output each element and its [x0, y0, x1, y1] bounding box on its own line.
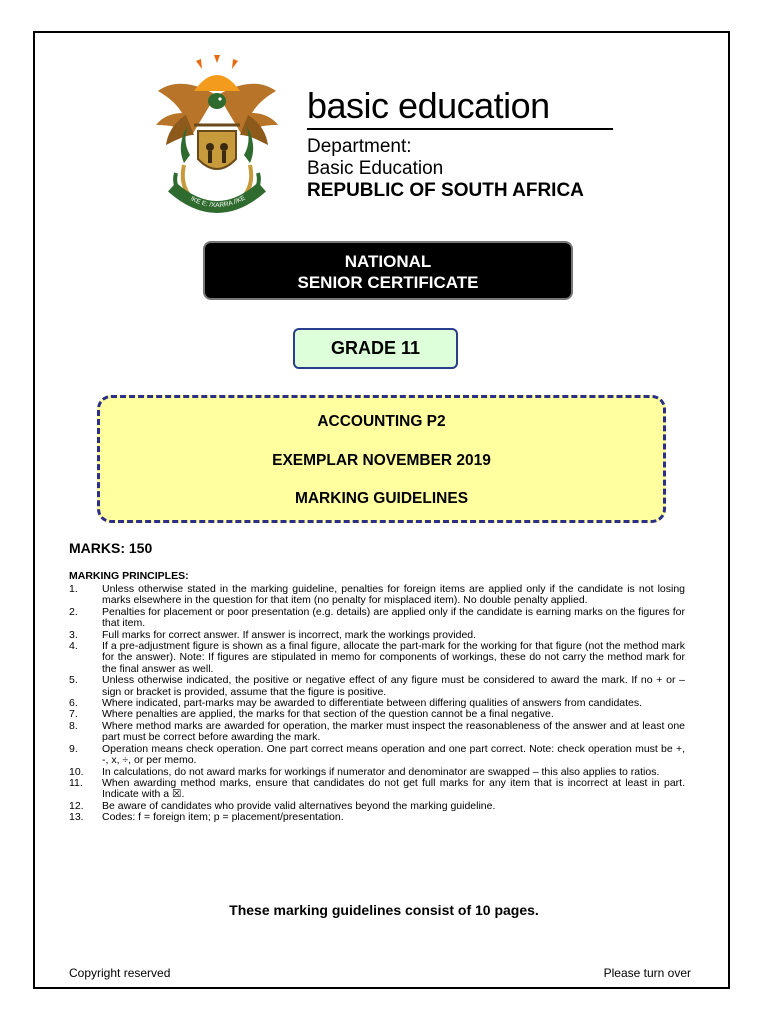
- list-item: [69, 641, 685, 675]
- item-text: Unless otherwise indicated, the positive or negative effect of any figure must be considered to award the mark. If no + or – sign or bracket is provided, assume that the figure is positive.: [102, 674, 685, 698]
- paper-subject: ACCOUNTING P2: [317, 413, 446, 430]
- item-text: Codes: f = foreign item; p = placement/presentation.: [102, 811, 344, 824]
- item-text: Where indicated, part-marks may be awarded to differentiate between differing qualities of answers from candidates.: [102, 697, 643, 710]
- list-item: [69, 675, 685, 698]
- page-count-note: These marking guidelines consist of 10 pages.: [229, 902, 539, 918]
- item-text: When awarding method marks, ensure that candidates do not get full marks for any item that is incorrect at least in part. Indicate with a ☒.: [102, 776, 685, 801]
- item-number: 6.: [69, 697, 78, 710]
- department-name: Basic Education: [307, 158, 444, 179]
- item-number: 10.: [69, 765, 84, 778]
- paper-session: EXEMPLAR NOVEMBER 2019: [272, 452, 491, 469]
- marking-principles-list: [69, 584, 685, 824]
- item-text: Penalties for placement or poor presentation (e.g. details) are applied only if the candidate is earning marks on the figures for that item.: [102, 605, 685, 630]
- department-brand: [307, 86, 617, 202]
- list-item: [69, 607, 685, 630]
- item-number: 3.: [69, 628, 78, 641]
- item-text: In calculations, do not award marks for workings if numerator and denominator are swapped – this also applies to ratios.: [102, 765, 660, 778]
- item-number: 5.: [69, 674, 78, 687]
- grade-badge: GRADE 11: [293, 328, 458, 369]
- certificate-line-2: SENIOR CERTIFICATE: [297, 273, 479, 292]
- list-item: [69, 584, 685, 607]
- turn-over-footer: Please turn over: [603, 966, 691, 980]
- item-number: 13.: [69, 811, 84, 824]
- item-text: If a pre-adjustment figure is shown as a final figure, allocate the part-mark for the working for that figure (not the method mark for the answer). Note: If figures are stipulated in memo for components of workings, these do not carry the method mark for the final answer as well.: [102, 640, 685, 675]
- item-number: 11.: [69, 776, 83, 789]
- item-number: 8.: [69, 719, 78, 732]
- item-text: Operation means check operation. One part correct means operation and one part correct. Note: check operation must be +, -, x, ÷, or per memo.: [102, 742, 685, 767]
- item-text: Unless otherwise stated in the marking guideline, penalties for foreign items are applied only if the candidate is not losing marks elsewhere in the question for that item (no penalty for misplaced item). No double penalty applied.: [102, 583, 685, 607]
- copyright-footer: Copyright reserved: [69, 966, 171, 980]
- item-number: 4.: [69, 640, 78, 653]
- item-number: 9.: [69, 742, 78, 755]
- total-marks: MARKS: 150: [69, 540, 153, 556]
- list-item: [69, 721, 685, 744]
- certificate-banner: [203, 241, 573, 300]
- department-label: Department:: [307, 136, 412, 157]
- list-item: [69, 812, 685, 823]
- item-text: Where penalties are applied, the marks for that section of the question cannot be a final negative.: [102, 708, 554, 721]
- paper-info-box: [97, 395, 666, 523]
- motto-text: !KE E: /XARRA //KE: [189, 194, 247, 210]
- item-number: 12.: [69, 799, 84, 812]
- list-item: [69, 778, 685, 801]
- item-number: 7.: [69, 708, 78, 721]
- certificate-line-1: NATIONAL: [344, 252, 432, 271]
- list-item: [69, 744, 685, 767]
- item-number: 1.: [69, 583, 78, 595]
- item-text: Full marks for correct answer. If answer is incorrect, mark the workings provided.: [102, 628, 477, 641]
- coat-of-arms-icon: [146, 55, 288, 213]
- principles-heading: MARKING PRINCIPLES:: [69, 570, 189, 582]
- item-text: Where method marks are awarded for operation, the marker must inspect the reasonableness of the answer and at least one part must be correct before awarding the mark.: [102, 719, 685, 744]
- item-number: 2.: [69, 605, 78, 618]
- paper-doc-type: MARKING GUIDELINES: [294, 490, 469, 507]
- item-text: Be aware of candidates who provide valid alternatives beyond the marking guideline.: [102, 799, 496, 812]
- brand-title: basic education: [307, 85, 550, 126]
- brand-divider: [307, 128, 613, 130]
- country-name: REPUBLIC OF SOUTH AFRICA: [307, 180, 584, 201]
